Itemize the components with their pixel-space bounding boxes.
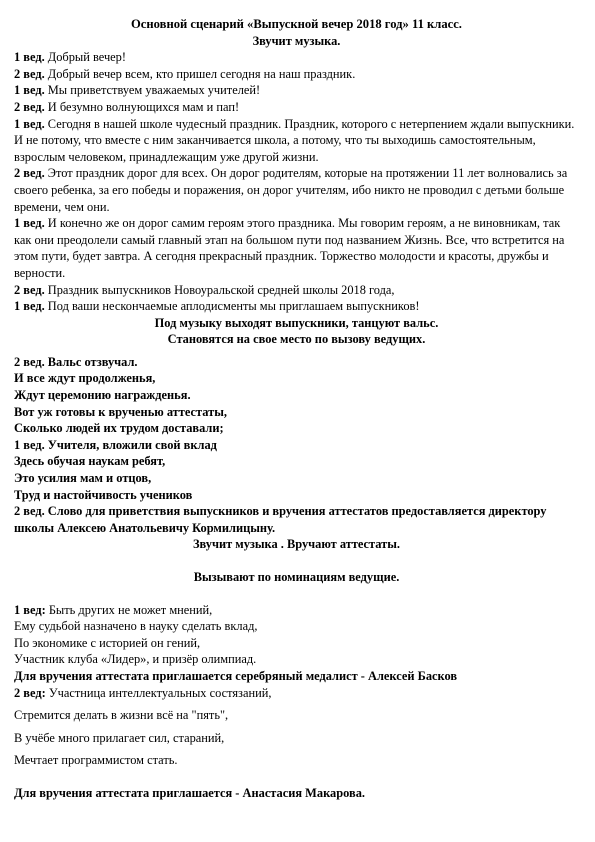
speech-text: Под ваши нескончаемые аплодисменты мы приглашаем выпускников! [44,299,420,314]
speech-text: Этот праздник дорог для всех. Он дорог родителям, которые на протяжении 11 лет волновались за своего ребенка, за его победы и поражения, он дорог учителям, ибо никто не проводил с детьми больше времени, чем они. [14,166,568,214]
poem-line: 2 вед: Участница интеллектуальных состязаний, [14,685,272,700]
poem-line: В учёбе много прилагает сил, стараний, [14,730,225,745]
speech-text: Праздник выпускников Новоуральской средней школы 2018 года, [44,282,395,297]
poem-line: Это усилия мам и отцов, [14,471,152,486]
poem-line: Труд и настойчивость учеников [14,487,193,502]
poem-block [14,602,579,668]
poem-block [14,685,579,769]
speaker-label: 1 вед. [14,216,45,231]
dialogue-line [14,49,579,66]
speaker-label: 2 вед. [14,166,45,181]
award-invitation: Для вручения аттестата приглашается - Анастасия Макарова. [14,785,365,800]
poem-line: Мечтает программистом стать. [14,753,178,768]
poem-line: Здесь обучая наукам ребят, [14,454,166,469]
poem-line: 2 вед. Слово для приветствия выпускников и вручения аттестатов предоставляется директору школы Алексею Анатольевичу Кормилицыну. [14,504,547,535]
speech-text: И конечно же он дорог самим героям этого праздника. Мы говорим героям, а не виновникам, так как они преодолели самый главный этап на большом пути под названием Жизнь. Все, что встретится на этом пути, будет завтра. А сегодня прекрасный праздник. Торжество молодости и красоты, дружбы и верности. [14,216,565,280]
stage-direction: Вызывают по номинациям ведущие. [193,570,400,584]
document-title: Основной сценарий «Выпускной вечер 2018 год» 11 класс. [131,17,462,31]
dialogue-line [14,99,579,116]
dialogue-line [14,66,579,83]
speaker-label: 2 вед: [14,685,46,700]
poem-line: 2 вед. Вальс отзвучал. [14,354,138,369]
dialogue-line [14,165,579,215]
speech-text: Сегодня в нашей школе чудесный праздник. Праздник, которого с нетерпением ждали выпускники. И не потому, что вместе с ним заканчивается школа, а потому, что ты выходишь самостоятельным, взрослым человеком, принадлежащим уже другой жизни. [14,116,575,164]
poem-block [14,354,579,537]
stage-direction: Звучит музыка . Вручают аттестаты. [192,537,401,552]
speech-text: Мы приветствуем уважаемых учителей! [44,83,261,98]
speaker-label: 1 вед. [14,50,45,65]
poem-line: Ему судьбой назначено в науку сделать вклад, [14,619,258,634]
award-invitation: Для вручения аттестата приглашается серебряный медалист - Алексей Басков [14,668,458,683]
poem-line: Стремится делать в жизни всё на "пять", [14,708,229,723]
dialogue-line [14,116,579,166]
stage-direction: Под музыку выходят выпускники, танцуют вальс. [154,315,439,330]
dialogue-line [14,282,579,299]
dialogue-line [14,298,579,315]
speech-text: И безумно волнующихся мам и пап! [44,99,240,114]
poem-line: Ждут церемонию награжденья. [14,388,191,403]
dialogue-line [14,215,579,281]
speech-text: Добрый вечер! [44,50,127,65]
poem-line: Сколько людей их трудом доставали; [14,421,224,436]
speaker-label: 2 вед. [14,66,45,81]
dialogue-line [14,82,579,99]
speaker-label: 2 вед. [14,282,45,297]
music-cue: Звучит музыка. [252,33,341,48]
poem-line: И все ждут продолженья, [14,371,156,386]
speaker-label: 1 вед. [14,116,45,131]
poem-line: Вот уж готовы к врученью аттестаты, [14,404,227,419]
poem-line: 1 вед. Учителя, вложили свой вклад [14,437,217,452]
poem-line: По экономике с историей он гений, [14,635,201,650]
poem-line: Участник клуба «Лидер», и призёр олимпиад. [14,652,257,667]
speaker-label: 1 вед. [14,83,45,98]
speaker-label: 2 вед. [14,99,45,114]
speaker-label: 1 вед. [14,299,45,314]
speaker-label: 1 вед: [14,602,46,617]
poem-line: 1 вед: Быть других не может мнений, [14,602,213,617]
stage-direction: Становятся на свое место по вызову ведущих. [167,332,426,347]
speech-text: Добрый вечер всем, кто пришел сегодня на наш праздник. [44,66,356,81]
